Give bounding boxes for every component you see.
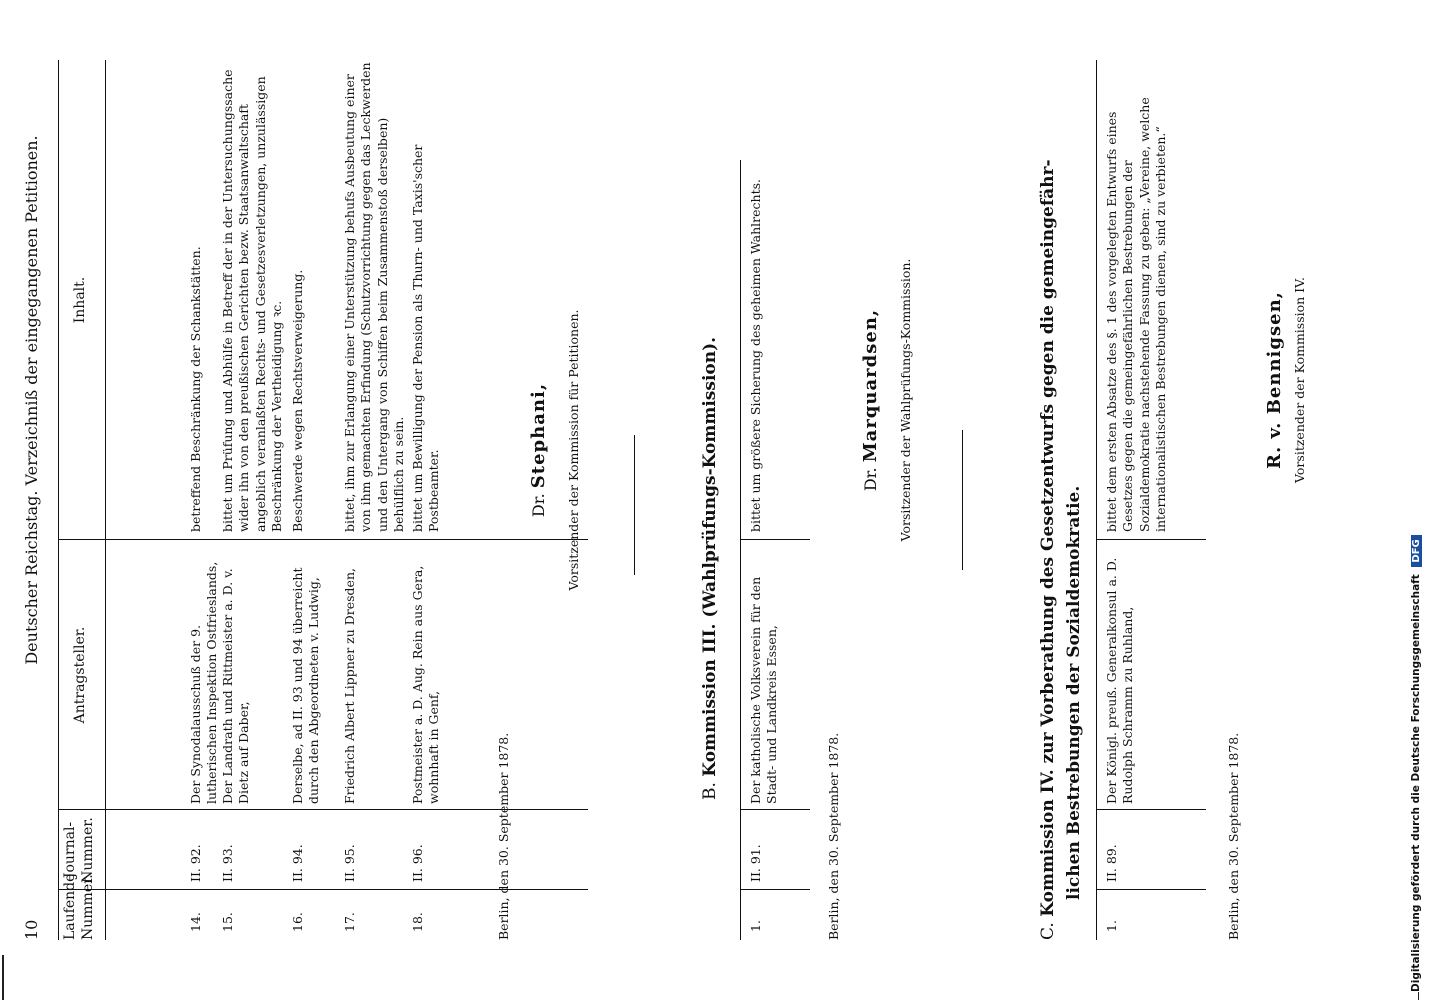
row-antragsteller: Postmeister a. D. Aug. Rein aus Gera, wohnhaft in Genf, xyxy=(410,565,442,804)
row-inhalt: bittet um größere Sicherung des geheimen Wahlrechts. xyxy=(748,179,763,532)
sig-name: Stephani, xyxy=(528,382,549,489)
section-b-date: Berlin, den 30. September 1878. xyxy=(826,732,841,940)
row-antragsteller: Der Königl. preuß. Generalkonsul a. D. Rudolph Schramm zu Ruhland, xyxy=(1104,557,1136,804)
section-b-table-rule xyxy=(740,160,741,940)
row-lfd: 15. xyxy=(220,912,235,932)
section-b-signature xyxy=(860,230,881,570)
section-c-date: Berlin, den 30. September 1878. xyxy=(1226,732,1241,940)
section-c-signature-name: R. v. Bennigsen, xyxy=(1264,291,1285,469)
row-journal: II. 92. xyxy=(188,844,203,882)
section-a-signature xyxy=(528,320,549,580)
row-lfd: 14. xyxy=(188,912,203,932)
table-header-rule xyxy=(105,60,106,940)
c-col-divider-2 xyxy=(1096,809,1206,810)
b-col-divider-2 xyxy=(740,809,810,810)
row-lfd: 1. xyxy=(748,920,763,932)
c-col-divider-1 xyxy=(1096,889,1206,890)
header-antragsteller: Antragsteller. xyxy=(72,626,88,724)
divider-rule xyxy=(962,430,963,570)
sig-title: Dr. xyxy=(529,493,548,518)
row-inhalt: bittet dem ersten Absatze des §. 1 des vorgelegten Entwurfs eines Gesetzes gegen die gemeingefährlichen Bestrebungen der Sozialdemokratie nachstehende Fassung zu geben: „Vereine, welche internationalistischen Bestrebungen dienen, sind zu verbieten.“ xyxy=(1104,97,1168,532)
section-a-date: Berlin, den 30. September 1878. xyxy=(496,732,511,940)
section-b-signature-role: Vorsitzender der Wahlprüfungs-Kommission. xyxy=(898,258,913,542)
row-antragsteller: Derselbe, ad II. 93 und 94 überreicht durch den Abgeordneten v. Ludwig, xyxy=(290,567,322,804)
header-journal-nummer: Journal-Nummer. xyxy=(62,817,96,883)
section-c-heading xyxy=(1036,40,1087,940)
row-antragsteller: Der Landrath und Rittmeister a. D. v. Dietz auf Daber, xyxy=(220,568,252,804)
row-inhalt: bittet, ihm zur Erlangung einer Unterstützung behufs Ausbeutung einer von ihm gemachten Erfindung (Schutzvorrichtung gegen das Leckwerden und den Untergang von Schiffen beim Zusammenstoß derselben) behülflich zu sein. xyxy=(342,62,406,532)
section-c-table-rule xyxy=(1096,60,1097,940)
header-laufende-nummer: Laufende Nummer. xyxy=(62,873,96,940)
b-col-divider-1 xyxy=(740,889,810,890)
section-b-letter: B. xyxy=(700,782,720,800)
row-inhalt: Beschwerde wegen Rechtsverweigerung. xyxy=(290,269,305,532)
c-col-divider-3 xyxy=(1096,539,1206,540)
digitization-credit-text: Digitalisierung gefördert durch die Deutsche Forschungsgemeinschaft xyxy=(1410,574,1422,992)
row-antragsteller: Friedrich Albert Lippner zu Dresden, xyxy=(342,568,357,804)
section-c-title-line2: lichen Bestrebungen der Sozialdemokratie. xyxy=(1063,485,1084,900)
row-inhalt: bittet um Bewilligung der Pension als Thurn- und Taxis'scher Postbeamter. xyxy=(410,144,442,532)
row-lfd: 18. xyxy=(410,912,425,932)
running-title: Deutscher Reichstag. Verzeichniß der eingegangenen Petitionen. xyxy=(22,135,41,665)
row-journal: II. 93. xyxy=(220,844,235,882)
row-inhalt: betreffend Beschränkung der Schankstätten. xyxy=(188,246,203,532)
dfg-logo: DFG xyxy=(1411,535,1422,566)
section-a-signature-role: Vorsitzender der Kommission für Petitionen. xyxy=(566,309,581,591)
col-divider-3 xyxy=(58,539,588,540)
section-c-title-line1: Kommission IV. zur Vorberathung des Gesetzentwurfs gegen die gemeingefähr- xyxy=(1038,159,1058,917)
row-lfd: 1. xyxy=(1104,920,1119,932)
section-b-heading xyxy=(700,160,720,800)
row-journal: II. 91. xyxy=(748,844,763,882)
row-lfd: 16. xyxy=(290,912,305,932)
scan-edge-mark xyxy=(2,955,4,1000)
row-antragsteller: Der Synodalausschuß der 9. lutherischen Inspektion Ostfrieslands, xyxy=(188,561,220,804)
b-col-divider-3 xyxy=(740,539,810,540)
row-inhalt: bittet um Prüfung und Abhülfe in Betreff der in der Untersuchungssache wider ihn von den preußischen Gerichten bezw. Staatsanwaltschaft angeblich veranlaßten Rechts- und Gesetzesverletzungen, unzulässigen Beschränkung der Vertheidigung ꝛc. xyxy=(220,69,284,532)
row-antragsteller: Der katholische Volksverein für den Stadt- und Landkreis Essen, xyxy=(748,576,780,804)
row-journal: II. 89. xyxy=(1104,844,1119,882)
digitization-credit xyxy=(1406,0,1430,1000)
row-journal: II. 95. xyxy=(342,844,357,882)
section-b-title: Kommission III. (Wahlprüfungs-Kommission). xyxy=(700,336,720,777)
sig-name: Marquardsen, xyxy=(860,308,881,463)
row-journal: II. 96. xyxy=(410,844,425,882)
section-c-letter: C. xyxy=(1038,922,1058,940)
row-journal: II. 94. xyxy=(290,844,305,882)
page-number: 10 xyxy=(22,919,41,940)
table-top-rule xyxy=(58,60,59,940)
header-inhalt: Inhalt. xyxy=(72,276,88,324)
section-c-signature-role: Vorsitzender der Kommission IV. xyxy=(1292,277,1307,483)
divider-rule xyxy=(634,435,635,575)
row-lfd: 17. xyxy=(342,912,357,932)
sig-title: Dr. xyxy=(861,467,880,492)
